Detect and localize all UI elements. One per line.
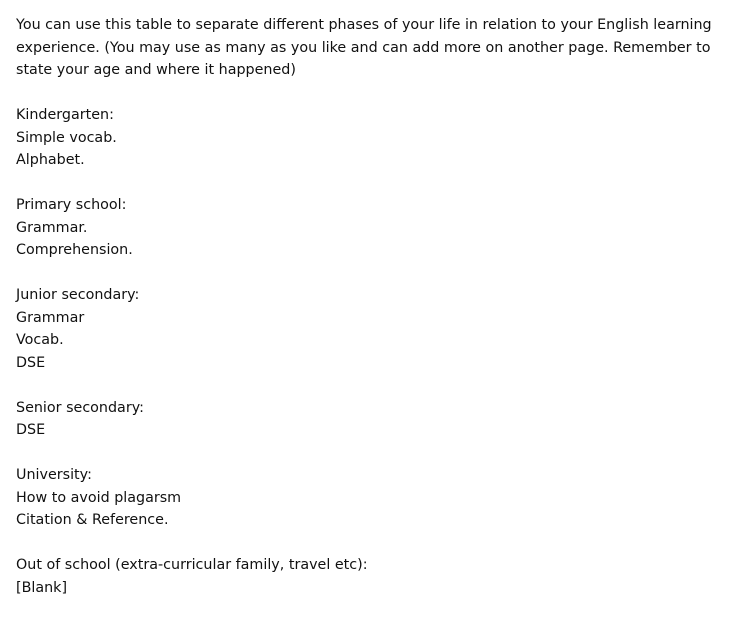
section-primary-school (16, 194, 742, 262)
section-item: DSE (16, 354, 46, 371)
section-item: Simple vocab. (16, 129, 117, 146)
section-item: Grammar. (16, 219, 88, 236)
intro-line: You can use this table to separate different phases of your life in relation to your English learning (16, 17, 712, 33)
section-out-of-school (16, 554, 742, 599)
section-junior-secondary (16, 284, 742, 374)
section-heading: Senior secondary: (16, 399, 144, 416)
section-heading: Kindergarten: (16, 107, 114, 123)
section-item: [Blank] (16, 579, 68, 596)
section-item: Vocab. (16, 332, 64, 348)
section-heading: Primary school: (16, 197, 127, 213)
section-heading: Out of school (extra-curricular family, travel etc): (16, 557, 368, 573)
intro-line: experience. (You may use as many as you like and can add more on another page. Remember to (16, 39, 711, 56)
section-item: Alphabet. (16, 152, 85, 168)
section-university (16, 464, 742, 532)
intro-paragraph (16, 14, 742, 82)
section-item: DSE (16, 422, 46, 438)
section-senior-secondary (16, 397, 742, 442)
section-item: Grammar (16, 309, 85, 326)
section-item: How to avoid plagarsm (16, 489, 182, 506)
section-item: Citation & Reference. (16, 512, 169, 528)
document-body (16, 14, 742, 599)
section-item: Comprehension. (16, 242, 133, 258)
section-heading: Junior secondary: (16, 287, 140, 303)
section-kindergarten (16, 104, 742, 172)
intro-line: state your age and where it happened) (16, 62, 296, 78)
section-heading: University: (16, 467, 92, 483)
